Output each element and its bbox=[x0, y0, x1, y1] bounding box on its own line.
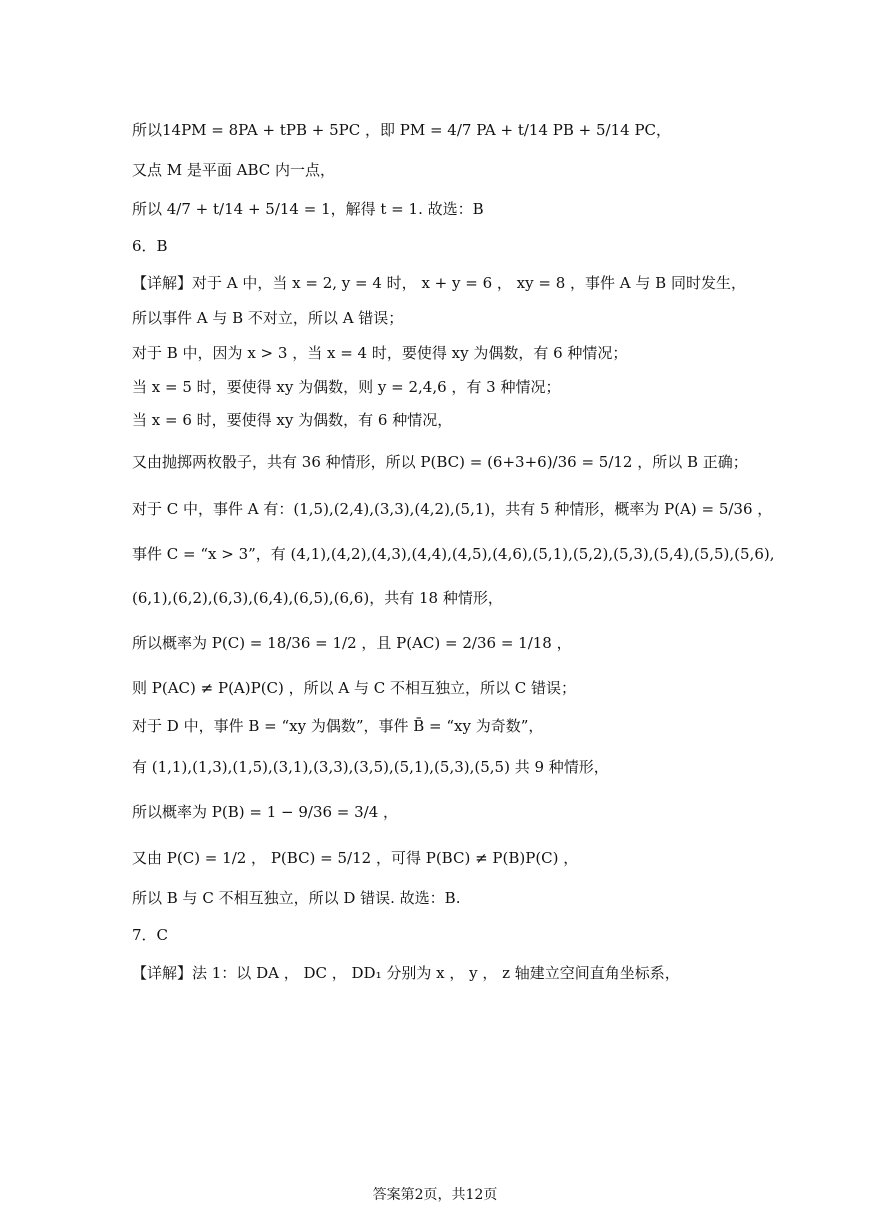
text-line-7: 对于 B 中，因为 x > 3 ，当 x = 4 时，要使得 xy 为偶数，有 6 种情况； bbox=[132, 344, 628, 362]
text-line-8: 当 x = 5 时，要使得 xy 为偶数，则 y = 2,4,6 ，有 3 种情况； bbox=[132, 378, 561, 396]
text-line-18: 所以概率为 P(B) = 1 − 9/36 = 3/4 ， bbox=[132, 803, 399, 821]
question-number-7: 7．C bbox=[132, 926, 169, 944]
text-line-13: (6,1),(6,2),(6,3),(6,4),(6,5),(6,6)，共有 18 种情形， bbox=[132, 589, 503, 607]
text-line-3: 所以 4/7 + t/14 + 5/14 = 1，解得 t = 1. 故选：B bbox=[132, 200, 484, 218]
text-line-12: 事件 C = “x > 3”，有 (4,1),(4,2),(4,3),(4,4),(4,5),(4,6),(5,1),(5,2),(5,3),(5,4),(5,5),(5,6), bbox=[132, 545, 775, 563]
text-line-1: 所以14PM = 8PA + tPB + 5PC ，即 PM = 4/7 PA + t/14 PB + 5/14 PC， bbox=[132, 121, 672, 139]
text-line-5: 【详解】对于 A 中，当 x = 2, y = 4 时， x + y = 6 ， xy = 8 ，事件 A 与 B 同时发生， bbox=[132, 274, 746, 292]
text-line-15: 则 P(AC) ≠ P(A)P(C) ，所以 A 与 C 不相互独立，所以 C 错误； bbox=[132, 679, 577, 697]
page-footer: 答案第2页，共12页 bbox=[372, 1187, 498, 1203]
text-line-14: 所以概率为 P(C) = 18/36 = 1/2 ，且 P(AC) = 2/36 = 1/18 ， bbox=[132, 634, 572, 652]
question-number-6: 6．B bbox=[132, 237, 168, 255]
text-line-16: 对于 D 中，事件 B = “xy 为偶数”，事件 B̄ = “xy 为奇数”， bbox=[132, 717, 544, 735]
text-line-22: 【详解】法 1：以 DA ， DC ， DD₁ 分别为 x ， y ， z 轴建立空间直角坐标系， bbox=[132, 964, 680, 982]
text-line-10: 又由抛掷两枚骰子，共有 36 种情形，所以 P(BC) = (6+3+6)/36 = 5/12 ，所以 B 正确； bbox=[132, 453, 748, 471]
text-line-17: 有 (1,1),(1,3),(1,5),(3,1),(3,3),(3,5),(5,1),(5,3),(5,5) 共 9 种情形， bbox=[132, 758, 609, 776]
text-line-9: 当 x = 6 时，要使得 xy 为偶数，有 6 种情况， bbox=[132, 411, 453, 429]
text-line-20: 所以 B 与 C 不相互独立，所以 D 错误. 故选：B. bbox=[132, 889, 461, 907]
text-line-19: 又由 P(C) = 1/2 ， P(BC) = 5/12 ，可得 P(BC) ≠ P(B)P(C) ， bbox=[132, 849, 579, 867]
text-line-6: 所以事件 A 与 B 不对立，所以 A 错误； bbox=[132, 309, 404, 327]
text-line-2: 又点 M 是平面 ABC 内一点， bbox=[132, 161, 336, 179]
text-line-11: 对于 C 中，事件 A 有：(1,5),(2,4),(3,3),(4,2),(5,1)，共有 5 种情形，概率为 P(A) = 5/36 ， bbox=[132, 500, 773, 518]
